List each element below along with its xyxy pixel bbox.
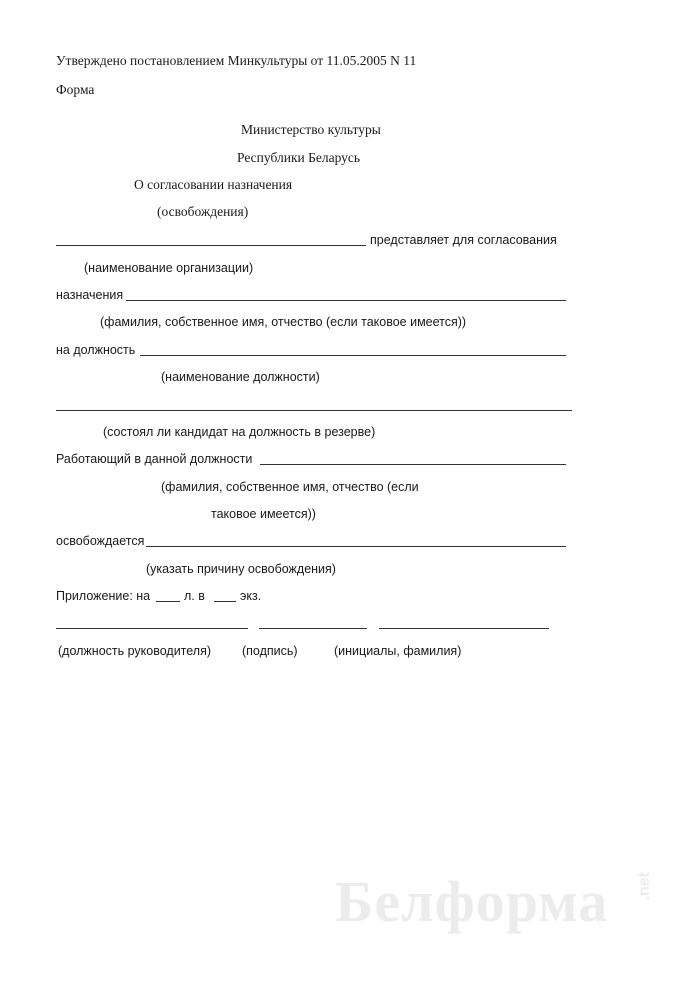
position-caption: (наименование должности) [161,370,320,384]
position-label: на должность [56,343,136,357]
approval-note: Утверждено постановлением Минкультуры от 11.05.2005 N 11 [56,53,417,68]
presents-text: представляет для согласования [370,233,557,247]
organization-caption: (наименование организации) [84,261,254,275]
watermark-suffix: .net [636,872,653,901]
head-position-field[interactable] [56,628,248,629]
sheets-count-field[interactable] [156,601,180,602]
working-label: Работающий в данной должности [56,452,253,466]
appointment-label: назначения [56,288,124,302]
current-holder-field[interactable] [260,464,566,465]
initials-field[interactable] [379,628,549,629]
fio-caption-2b: таковое имеется)) [211,507,316,521]
addressee-line2: Республики Беларусь [237,150,361,165]
subject-line2: (освобождения) [157,204,249,219]
reason-caption: (указать причину освобождения) [146,562,336,576]
initials-caption: (инициалы, фамилия) [334,644,462,658]
appointee-name-field[interactable] [126,300,566,301]
position-field[interactable] [140,355,566,356]
attachment-label: Приложение: на [56,589,151,603]
subject-line1: О согласовании назначения [134,177,293,192]
fio-caption: (фамилия, собственное имя, отчество (если таковое имеется)) [100,315,467,329]
released-label: освобождается [56,534,145,548]
form-label: Форма [56,82,95,97]
copies-count-field[interactable] [214,601,236,602]
sheets-text: л. в [184,589,205,603]
head-position-caption: (должность руководителя) [58,644,212,658]
reserve-field[interactable] [56,410,572,411]
fio-caption-2a: (фамилия, собственное имя, отчество (если [161,480,419,494]
reserve-caption: (состоял ли кандидат на должность в резерве) [103,425,376,439]
organization-field[interactable] [56,245,366,246]
copies-text: экз. [240,589,262,603]
addressee-line1: Министерство культуры [241,122,381,137]
watermark-logo: Белформа [335,869,609,934]
signature-caption: (подпись) [242,644,298,658]
signature-field[interactable] [259,628,367,629]
release-reason-field[interactable] [146,546,566,547]
